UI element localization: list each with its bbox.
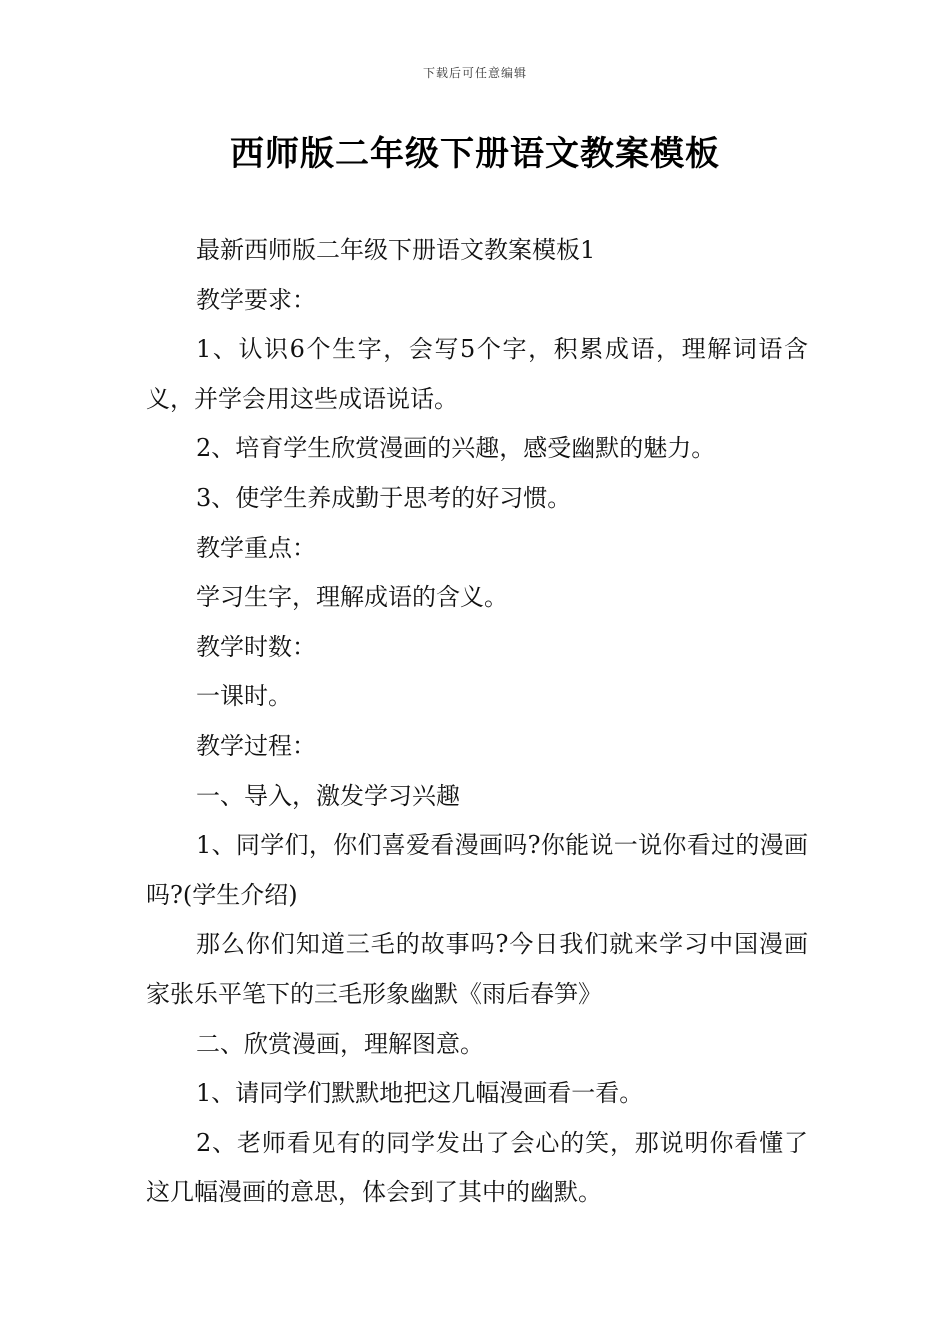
document-title: 西师版二年级下册语文教案模板	[230, 134, 720, 174]
paragraph: 教学时数：	[196, 632, 316, 661]
paragraph: 1、请同学们默默地把这几幅漫画看一看。	[196, 1079, 644, 1108]
document-body	[146, 226, 808, 1218]
paragraph: 2、老师看见有的同学发出了会心的笑，那说明你看懂了这几幅漫画的意思，体会到了其中的幽默。	[146, 1128, 808, 1207]
paragraph: 教学重点：	[196, 533, 316, 562]
paragraph: 一课时。	[196, 682, 292, 711]
paragraph: 那么你们知道三毛的故事吗?今日我们就来学习中国漫画家张乐平笔下的三毛形象幽默《雨后春笋》	[146, 930, 808, 1008]
paragraph: 教学过程：	[196, 731, 316, 760]
paragraph: 最新西师版二年级下册语文教案模板1	[196, 236, 596, 264]
paragraph: 1、认识6个生字，会写5个字，积累成语，理解词语含义，并学会用这些成语说话。	[146, 335, 808, 413]
paragraph: 1、同学们，你们喜爱看漫画吗?你能说一说你看过的漫画吗?(学生介绍)	[146, 831, 808, 909]
paragraph: 3、使学生养成勤于思考的好习惯。	[196, 483, 572, 512]
paragraph: 一、导入，激发学习兴趣	[196, 781, 460, 810]
paragraph: 二、欣赏漫画，理解图意。	[196, 1029, 484, 1058]
page-header-note: 下载后可任意编辑	[422, 66, 527, 80]
paragraph: 2、培育学生欣赏漫画的兴趣，感受幽默的魅力。	[196, 434, 716, 463]
paragraph: 学习生字，理解成语的含义。	[196, 583, 508, 612]
paragraph: 教学要求：	[196, 285, 316, 314]
